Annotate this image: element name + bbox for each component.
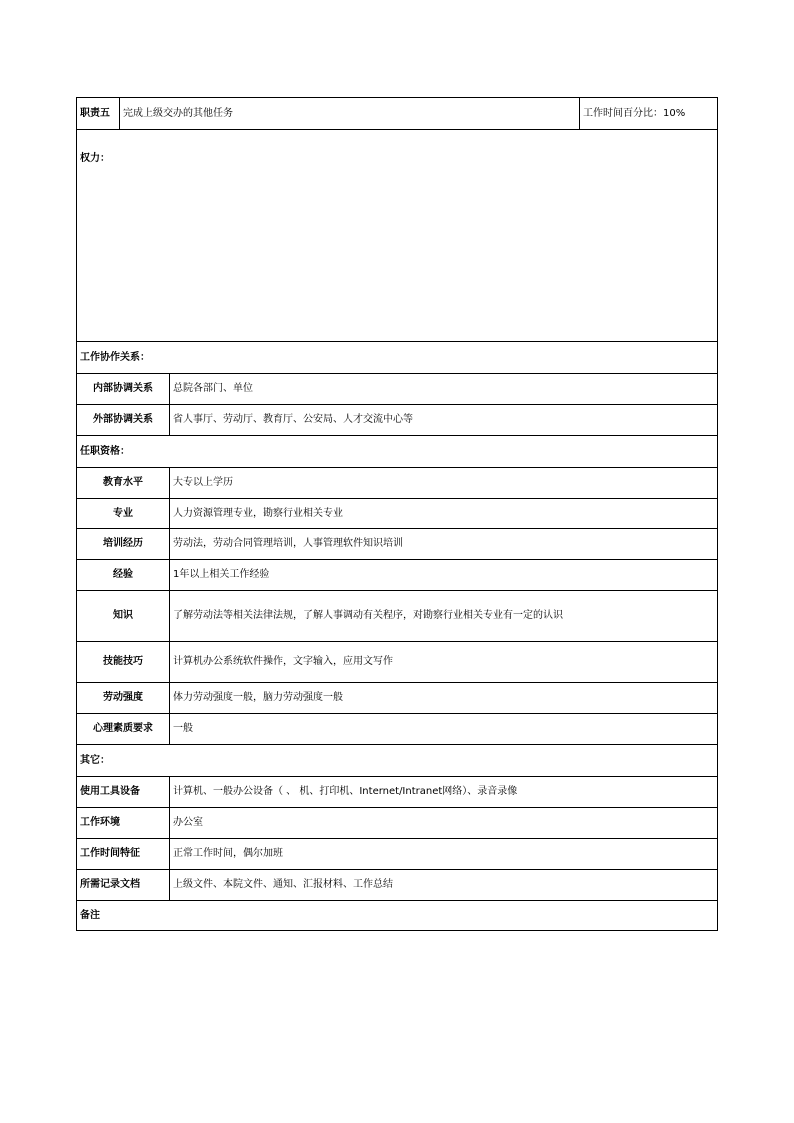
environment-label: 工作环境 [80,817,120,828]
knowledge-label: 知识 [113,610,133,621]
hours-value: 正常工作时间，偶尔加班 [169,839,717,869]
skills-value: 计算机办公系统软件操作，文字输入，应用文写作 [169,642,717,682]
collaboration-label: 工作协作关系： [80,351,150,363]
job-description-table [76,97,718,931]
duty-row [77,98,717,129]
duty-content: 完成上级交办的其他任务 [119,98,579,129]
experience-label: 经验 [113,569,133,580]
knowledge-value: 了解劳动法等相关法律法规，了解人事调动有关程序，对勘察行业相关专业有一定的认识 [169,591,717,641]
internal-coordination-label: 内部协调关系 [93,383,153,394]
internal-coordination-row [77,373,717,404]
psych-value: 一般 [169,714,717,744]
skills-row [77,641,717,682]
psych-label: 心理素质要求 [93,723,153,734]
education-row [77,467,717,498]
hours-row [77,838,717,869]
external-coordination-row [77,404,717,435]
major-value: 人力资源管理专业，勘察行业相关专业 [169,499,717,528]
training-row [77,528,717,559]
records-value: 上级文件、本院文件、通知、汇报材料、工作总结 [169,870,717,900]
qualifications-header [77,435,717,467]
remarks-label: 备注 [80,909,100,921]
intensity-value: 体力劳动强度一般，脑力劳动强度一般 [169,683,717,713]
hours-label: 工作时间特征 [80,848,140,859]
experience-row [77,559,717,590]
external-coordination-label: 外部协调关系 [93,414,153,425]
other-header [77,744,717,776]
records-label: 所需记录文档 [80,879,140,890]
qualifications-label: 任职资格： [80,445,130,457]
education-label: 教育水平 [103,477,143,488]
equipment-value: 计算机、一般办公设备（ 、 机、打印机、Internet/Intranet网络）、录音录像 [169,777,717,807]
psych-row [77,713,717,744]
education-value: 大专以上学历 [169,468,717,498]
intensity-label: 劳动强度 [103,692,143,703]
duty-time-share: 工作时间百分比：10% [579,98,717,129]
training-value: 劳动法，劳动合同管理培训，人事管理软件知识培训 [169,529,717,559]
training-label: 培训经历 [103,538,143,549]
external-coordination-value: 省人事厅、劳动厅、教育厅、公安局、人才交流中心等 [169,405,717,435]
remarks-row [77,900,717,930]
intensity-row [77,682,717,713]
authority-row [77,129,717,341]
environment-value: 办公室 [169,808,717,838]
internal-coordination-value: 总院各部门、单位 [169,374,717,404]
environment-row [77,807,717,838]
equipment-label: 使用工具设备 [80,786,140,797]
authority-label: 权力： [80,153,110,164]
major-row [77,498,717,528]
duty-label: 职责五 [80,107,110,119]
equipment-row [77,776,717,807]
collaboration-header [77,341,717,373]
major-label: 专业 [113,507,133,519]
other-label: 其它： [80,754,110,766]
experience-value: 1年以上相关工作经验 [169,560,717,590]
skills-label: 技能技巧 [103,656,143,667]
records-row [77,869,717,900]
knowledge-row [77,590,717,641]
